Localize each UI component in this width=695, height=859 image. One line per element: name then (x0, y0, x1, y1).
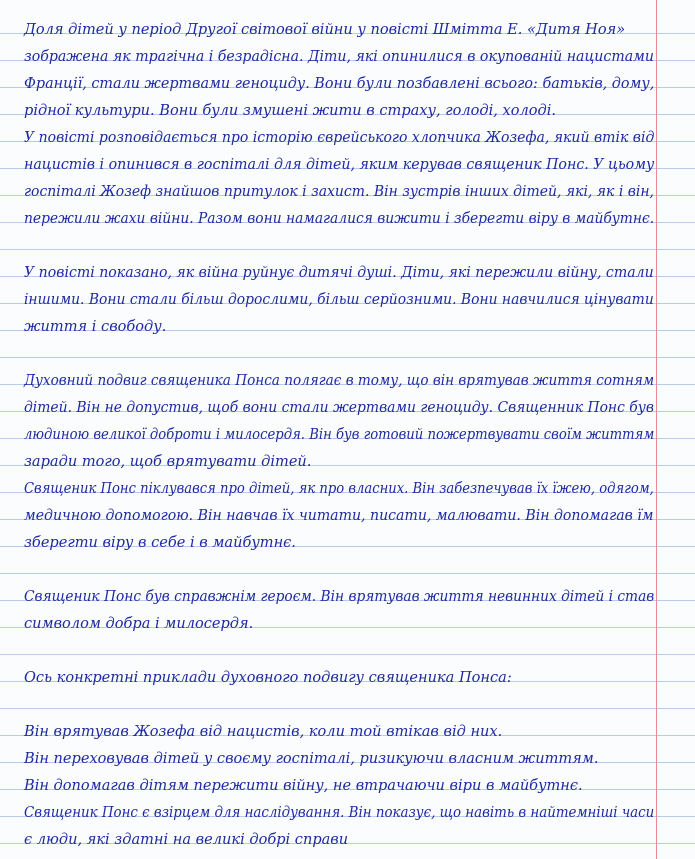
text-line: зберегти віру в себе і в майбутнє. (24, 534, 296, 551)
text-line: життя і свободу. (24, 318, 167, 335)
text-line: Франції, стали жертвами геноциду. Вони були позбавлені всього: батьків, дому, (24, 75, 655, 92)
text-line: зображена як трагічна і безрадісна. Діти, які опинилися в окупованій нацистами (24, 48, 654, 65)
text-line: Священик Понс піклувався про дітей, як про власних. Він забезпечував їх їжею, одягом, (24, 480, 654, 497)
text-line: медичною допомогою. Він навчав їх читати, писати, малювати. Він допомагав їм (24, 507, 654, 524)
text-line: заради того, щоб врятувати дітей. (24, 453, 312, 470)
text-line: Він переховував дітей у своєму госпіталі, ризикуючи власним життям. (24, 750, 599, 767)
text-line: людиною великої доброти і милосердя. Він був готовий пожертвувати своїм життям (24, 426, 655, 443)
text-line (24, 691, 654, 718)
text-line: Ось конкретні приклади духовного подвигу священика Понса: (24, 669, 512, 686)
text-line: Він врятував Жозефа від нацистів, коли той втікав від них. (24, 723, 503, 740)
text-line: Доля дітей у період Другої світової війни у повісті Шмітта Е. «Дитя Ноя» (24, 21, 626, 38)
text-line: нацистів і опинився в госпіталі для дітей, яким керував священик Понс. У цьому (24, 156, 655, 173)
text-line: Священик Понс був справжнім героєм. Він врятував життя невинних дітей і став (24, 588, 655, 605)
text-line: дітей. Він не допустив, щоб вони стали жертвами геноциду. Священник Понс був (24, 399, 654, 416)
text-line: рідної культури. Вони були змушені жити в страху, голоді, холоді. (24, 102, 556, 119)
text-line: є люди, які здатні на великі добрі справи (24, 831, 349, 848)
text-line: пережили жахи війни. Разом вони намагалися вижити і зберегти віру в майбутнє. (24, 210, 655, 227)
text-line: символом добра і милосердя. (24, 615, 254, 632)
text-line: Він допомагав дітям пережити війну, не втрачаючи віри в майбутнє. (24, 777, 583, 794)
text-line (24, 340, 654, 367)
text-line (24, 232, 654, 259)
text-line: У повісті показано, як війна руйнує дитячі душі. Діти, які пережили війну, стали (24, 264, 654, 281)
margin-line (656, 0, 657, 859)
text-line: Священик Понс є взірцем для наслідування. Він показує, що навіть в найтемніші часи (24, 804, 655, 821)
text-line: У повісті розповідається про історію єврейського хлопчика Жозефа, який втік від (24, 129, 655, 146)
text-line (24, 637, 654, 664)
text-line (24, 556, 654, 583)
text-line: іншими. Вони стали більш дорослими, більш серйозними. Вони навчилися цінувати (24, 291, 654, 308)
text-line: госпіталі Жозеф знайшов притулок і захист. Він зустрів інших дітей, які, як і він, (24, 183, 654, 200)
text-line: Духовний подвиг священика Понса полягає в тому, що він врятував життя сотням (24, 372, 655, 389)
handwritten-text (24, 16, 656, 853)
